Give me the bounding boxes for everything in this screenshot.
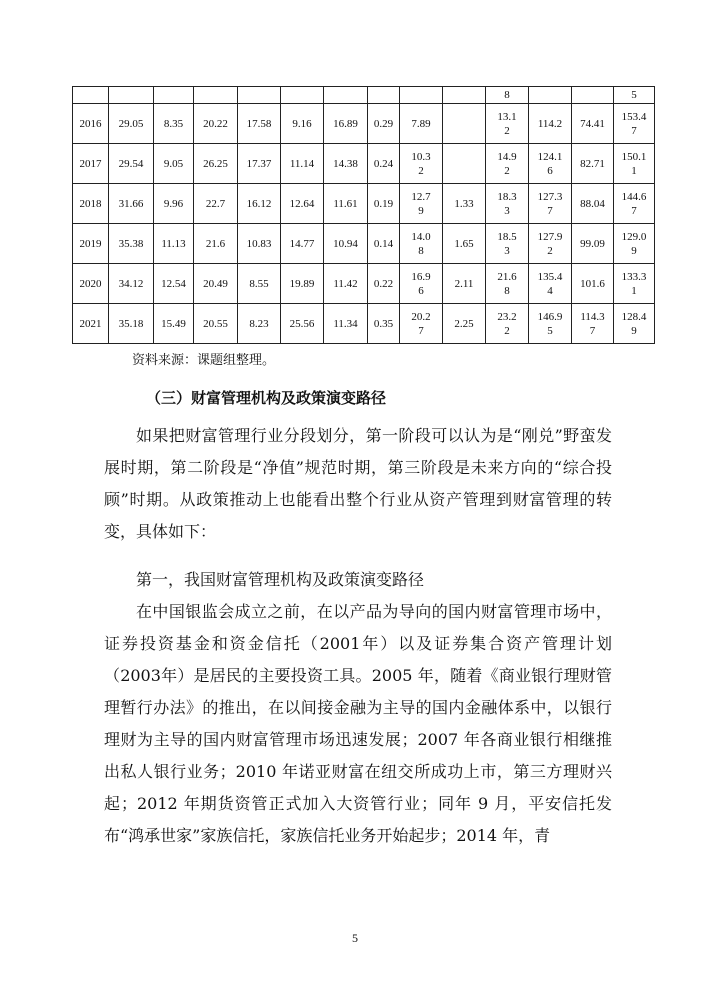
table-cell: 7.89: [400, 104, 443, 144]
table-cell: 101.6: [572, 264, 614, 304]
table-cell: 14.77: [281, 224, 324, 264]
table-cell: 9.96: [154, 184, 194, 224]
table-cell: [109, 87, 154, 104]
table-cell: 0.14: [368, 224, 400, 264]
table-cell: 114.3 7: [572, 304, 614, 344]
table-cell-year: 2021: [73, 304, 109, 344]
page-number: 5: [352, 931, 358, 945]
table-cell: 12.54: [154, 264, 194, 304]
table-cell: 114.2: [529, 104, 572, 144]
table-cell: 0.22: [368, 264, 400, 304]
table-cell: [443, 87, 486, 104]
table-cell: 12.7 9: [400, 184, 443, 224]
table-cell: 10.3 2: [400, 144, 443, 184]
table-cell-year: 2016: [73, 104, 109, 144]
table-cell: 11.34: [324, 304, 368, 344]
table-cell: 146.9 5: [529, 304, 572, 344]
table-cell: 99.09: [572, 224, 614, 264]
table-cell: [194, 87, 238, 104]
table-cell: 8.23: [238, 304, 281, 344]
table-cell: [154, 87, 194, 104]
table-cell: 15.49: [154, 304, 194, 344]
table-cell: 14.0 8: [400, 224, 443, 264]
table-cell: 14.9 2: [486, 144, 529, 184]
table-cell: [443, 144, 486, 184]
table-cell: 127.9 2: [529, 224, 572, 264]
table-row: [73, 87, 655, 104]
table-cell: 29.05: [109, 104, 154, 144]
table-cell: 20.22: [194, 104, 238, 144]
table-row: [73, 144, 655, 184]
table-cell: [443, 104, 486, 144]
table-cell: 10.94: [324, 224, 368, 264]
table-cell: 8.55: [238, 264, 281, 304]
table-cell: 11.13: [154, 224, 194, 264]
table-cell: 5: [614, 87, 655, 104]
table-cell: 19.89: [281, 264, 324, 304]
table-cell: 88.04: [572, 184, 614, 224]
table-cell: 34.12: [109, 264, 154, 304]
table-cell: 128.4 9: [614, 304, 655, 344]
table-row: [73, 184, 655, 224]
table-cell: 16.12: [238, 184, 281, 224]
table-cell: [368, 87, 400, 104]
table-cell: [400, 87, 443, 104]
table-cell-year: 2020: [73, 264, 109, 304]
table-cell: [281, 87, 324, 104]
table-cell: 16.89: [324, 104, 368, 144]
table-cell: 17.58: [238, 104, 281, 144]
table-cell: 153.4 7: [614, 104, 655, 144]
table-cell: 150.1 1: [614, 144, 655, 184]
table-row: [73, 304, 655, 344]
table-cell-year: 2017: [73, 144, 109, 184]
table-cell: 8: [486, 87, 529, 104]
table-cell: 13.1 2: [486, 104, 529, 144]
table-cell: 127.3 7: [529, 184, 572, 224]
table-cell: 10.83: [238, 224, 281, 264]
table-cell: 17.37: [238, 144, 281, 184]
table-cell: 0.24: [368, 144, 400, 184]
table-cell: [324, 87, 368, 104]
table-cell: 11.14: [281, 144, 324, 184]
table-row: [73, 104, 655, 144]
section-heading: （三）财富管理机构及政策演变路径: [146, 389, 387, 407]
table-row: [73, 224, 655, 264]
table-cell: 129.0 9: [614, 224, 655, 264]
table-cell: 1.65: [443, 224, 486, 264]
table-cell-year: 2018: [73, 184, 109, 224]
table-cell: 35.38: [109, 224, 154, 264]
table-cell: 20.49: [194, 264, 238, 304]
table-cell: [572, 87, 614, 104]
table-cell: 16.9 6: [400, 264, 443, 304]
table-cell: 29.54: [109, 144, 154, 184]
table-cell: 21.6 8: [486, 264, 529, 304]
table-cell: 26.25: [194, 144, 238, 184]
paragraph-intro: 如果把财富管理行业分段划分，第一阶段可以认为是“刚兑”野蛮发展时期，第二阶段是“净值”规范时期，第三阶段是未来方向的“综合投顾”时期。从政策推动上也能看出整个行业从资产管理到财富管理的转变，具体如下：: [104, 426, 612, 541]
table-cell: 14.38: [324, 144, 368, 184]
source-note: 资料来源：课题组整理。: [132, 353, 276, 368]
table-cell: 9.16: [281, 104, 324, 144]
table-cell: 11.42: [324, 264, 368, 304]
paragraph-history: 在中国银监会成立之前，在以产品为导向的国内财富管理市场中，证券投资基金和资金信托（2001年）以及证券集合资产管理计划（2003年）是居民的主要投资工具。2005 年，随着《商业银行理财管理暂行办法》的推出，在以间接金融为主导的国内金融体系中，以银行理财为主导的国内财富管理市场迅速发展；2007 年各商业银行相继推出私人银行业务；2010 年诺亚财富在纽交所成功上市，第三方理财兴起；2012 年期货资管正式加入大资管行业；同年 9 月，平安信托发布“鸿承世家”家族信托，家族信托业务开始起步；2014 年，青: [104, 602, 612, 845]
table-cell: 20.55: [194, 304, 238, 344]
table-cell: 23.2 2: [486, 304, 529, 344]
table-cell: 35.18: [109, 304, 154, 344]
table-cell: [238, 87, 281, 104]
table-cell: 9.05: [154, 144, 194, 184]
table-cell: 0.19: [368, 184, 400, 224]
paragraph-subheading: 第一，我国财富管理机构及政策演变路径: [136, 570, 425, 589]
table-cell: 18.3 3: [486, 184, 529, 224]
table-cell: 144.6 7: [614, 184, 655, 224]
table-cell: 11.61: [324, 184, 368, 224]
table-cell: 82.71: [572, 144, 614, 184]
table-cell: 12.64: [281, 184, 324, 224]
table-cell: 21.6: [194, 224, 238, 264]
table-cell: 1.33: [443, 184, 486, 224]
table-cell: [529, 87, 572, 104]
table-cell: 2.25: [443, 304, 486, 344]
data-table: [72, 86, 655, 344]
table-cell: 18.5 3: [486, 224, 529, 264]
table-cell: 31.66: [109, 184, 154, 224]
table-cell: 74.41: [572, 104, 614, 144]
table-cell-year: 2019: [73, 224, 109, 264]
table-cell: 133.3 1: [614, 264, 655, 304]
table-cell: 8.35: [154, 104, 194, 144]
table-cell: 25.56: [281, 304, 324, 344]
table-cell: 0.35: [368, 304, 400, 344]
table-cell: 0.29: [368, 104, 400, 144]
table-cell: 22.7: [194, 184, 238, 224]
table-cell: [73, 87, 109, 104]
table-row: [73, 264, 655, 304]
table-cell: 20.2 7: [400, 304, 443, 344]
table-cell: 2.11: [443, 264, 486, 304]
table-cell: 135.4 4: [529, 264, 572, 304]
table-cell: 124.1 6: [529, 144, 572, 184]
